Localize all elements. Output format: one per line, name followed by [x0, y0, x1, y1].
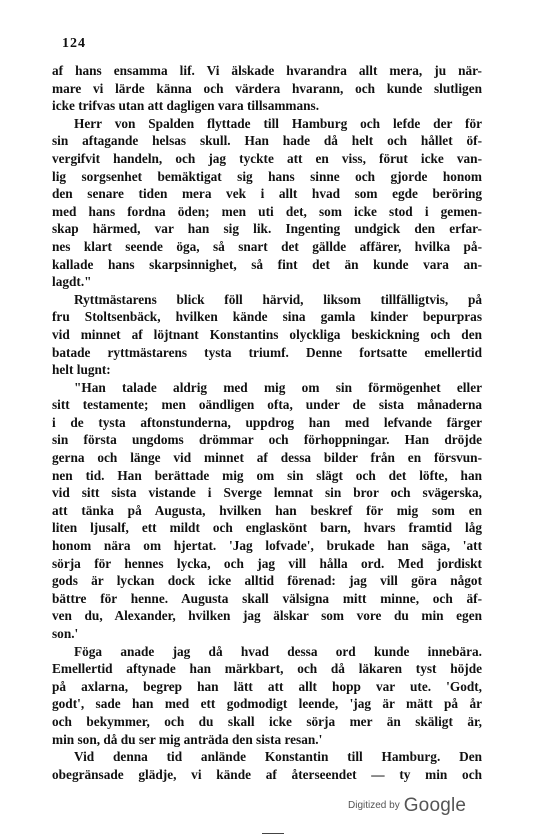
- text-line: Vid denna tid anlände Konstantin till Hamburg. Den: [74, 749, 482, 765]
- text-line: vid minnet af löjtnant Konstantins olyckliga beskickning och den: [52, 326, 482, 342]
- text-line: helt lugnt:: [52, 362, 111, 378]
- text-line: son.': [52, 626, 79, 641]
- digitized-prefix: Digitized by: [348, 800, 400, 811]
- text-line: honom nära om hjertat. 'Jag lofvade', brukade han säga, 'att: [52, 538, 482, 554]
- text-line: lig sorgsenhet bemäktigat sig hans sinne och gjorde honom: [52, 168, 482, 184]
- text-line: sörja för hennes lycka, och jag vill hålla ord. Med jordiskt: [52, 555, 482, 571]
- text-line: sin första ungdoms drömmar och förhoppningar. Han dröjde: [52, 432, 482, 448]
- text-line: "Han talade aldrig med mig om sin förmögenhet eller: [74, 379, 482, 395]
- text-line: gerna och länge vid minnet af dessa bilder från en försvun-: [52, 450, 482, 466]
- text-line: sitt testamente; men oändligen ofta, under de sista månaderna: [52, 397, 482, 413]
- body-text: [52, 62, 482, 783]
- text-line: liten ljusalf, ett mildt och englaskönt barn, hvars framtid låg: [52, 520, 482, 536]
- text-line: icke trifvas utan att dagligen vara tillsammans.: [52, 98, 320, 114]
- text-line: nen tid. Han berättade mig om sin slägt och det löfte, han: [52, 467, 482, 483]
- page-number: 124: [62, 36, 86, 51]
- bottom-rule: [262, 833, 284, 834]
- text-line: min son, då du ser mig anträda den sista resan.': [52, 731, 323, 747]
- text-line: på axlarna, begrep han lätt att allt hopp var ute. 'Godt,: [52, 678, 482, 694]
- text-line: kallade hans skarpsinnighet, så fint det än kunde vara an-: [52, 256, 482, 272]
- text-line: Ryttmästarens blick föll härvid, liksom tillfälligtvis, på: [74, 291, 482, 307]
- text-line: lagdt.": [52, 274, 92, 290]
- text-line: i de tysta aftonstunderna, uppdrog han med lefvande färger: [52, 414, 482, 430]
- text-line: vid sitt sista vistande i Sverge lemnat sin bror och svägerska,: [52, 485, 482, 501]
- text-line: fru Stoltsenbäck, hvilken kände sina gamla kinder bepurpras: [52, 309, 482, 325]
- text-line: obegränsade glädje, vi kände af återseendet — ty min och: [52, 766, 482, 782]
- text-line: sin aftagande helsas skull. Han hade då helt och hållet öf-: [52, 133, 482, 149]
- text-line: gods är lyckan dock icke alltid förenad: jag vill göra något: [52, 573, 482, 589]
- text-line: Emellertid aftynade han märkbart, och då läkaren tyst höjde: [52, 661, 482, 677]
- text-line: nes klart seende öga, så snart det gällde affärer, hvilka på-: [52, 238, 482, 254]
- text-line: Herr von Spalden flyttade till Hamburg och lefde der för: [74, 115, 482, 131]
- google-logo-text: Google: [403, 795, 467, 816]
- text-line: af hans ensamma lif. Vi älskade hvarandra allt mera, ju när-: [52, 63, 482, 78]
- text-line: skap härmed, var han sig lik. Ingenting undgick den erfar-: [52, 221, 482, 237]
- text-line: och bekymmer, och du skall icke sörja mer än skäligt är,: [52, 713, 482, 729]
- text-line: batade ryttmästarens tysta triumf. Denne fortsatte emellertid: [52, 344, 482, 360]
- text-line: vergifvit handeln, och jag tyckte att en viss, förut icke van-: [52, 150, 482, 166]
- text-line: att tänka på Augusta, hvilken han beskref för mig som en: [52, 502, 482, 518]
- text-line: godt', sade han med ett godmodigt leende, 'jag är mätt på år: [52, 696, 482, 712]
- text-line: den senare tiden mera vek i allt hvad som egde beröring: [52, 186, 482, 202]
- text-line: ven du, Alexander, hvilken jag älskar som vore du min egen: [52, 608, 482, 624]
- text-line: bättre för henne. Augusta skall välsigna mitt minne, och äf-: [52, 590, 482, 606]
- text-line: med hans fordna öden; men uti det, som icke stod i gemen-: [52, 203, 482, 219]
- digitized-by-google-watermark: [348, 795, 466, 817]
- text-line: Föga anade jag då hvad dessa ord kunde innebära.: [74, 643, 482, 659]
- text-line: mare vi lärde känna och värdera hvarann, och kunde slutligen: [52, 80, 482, 96]
